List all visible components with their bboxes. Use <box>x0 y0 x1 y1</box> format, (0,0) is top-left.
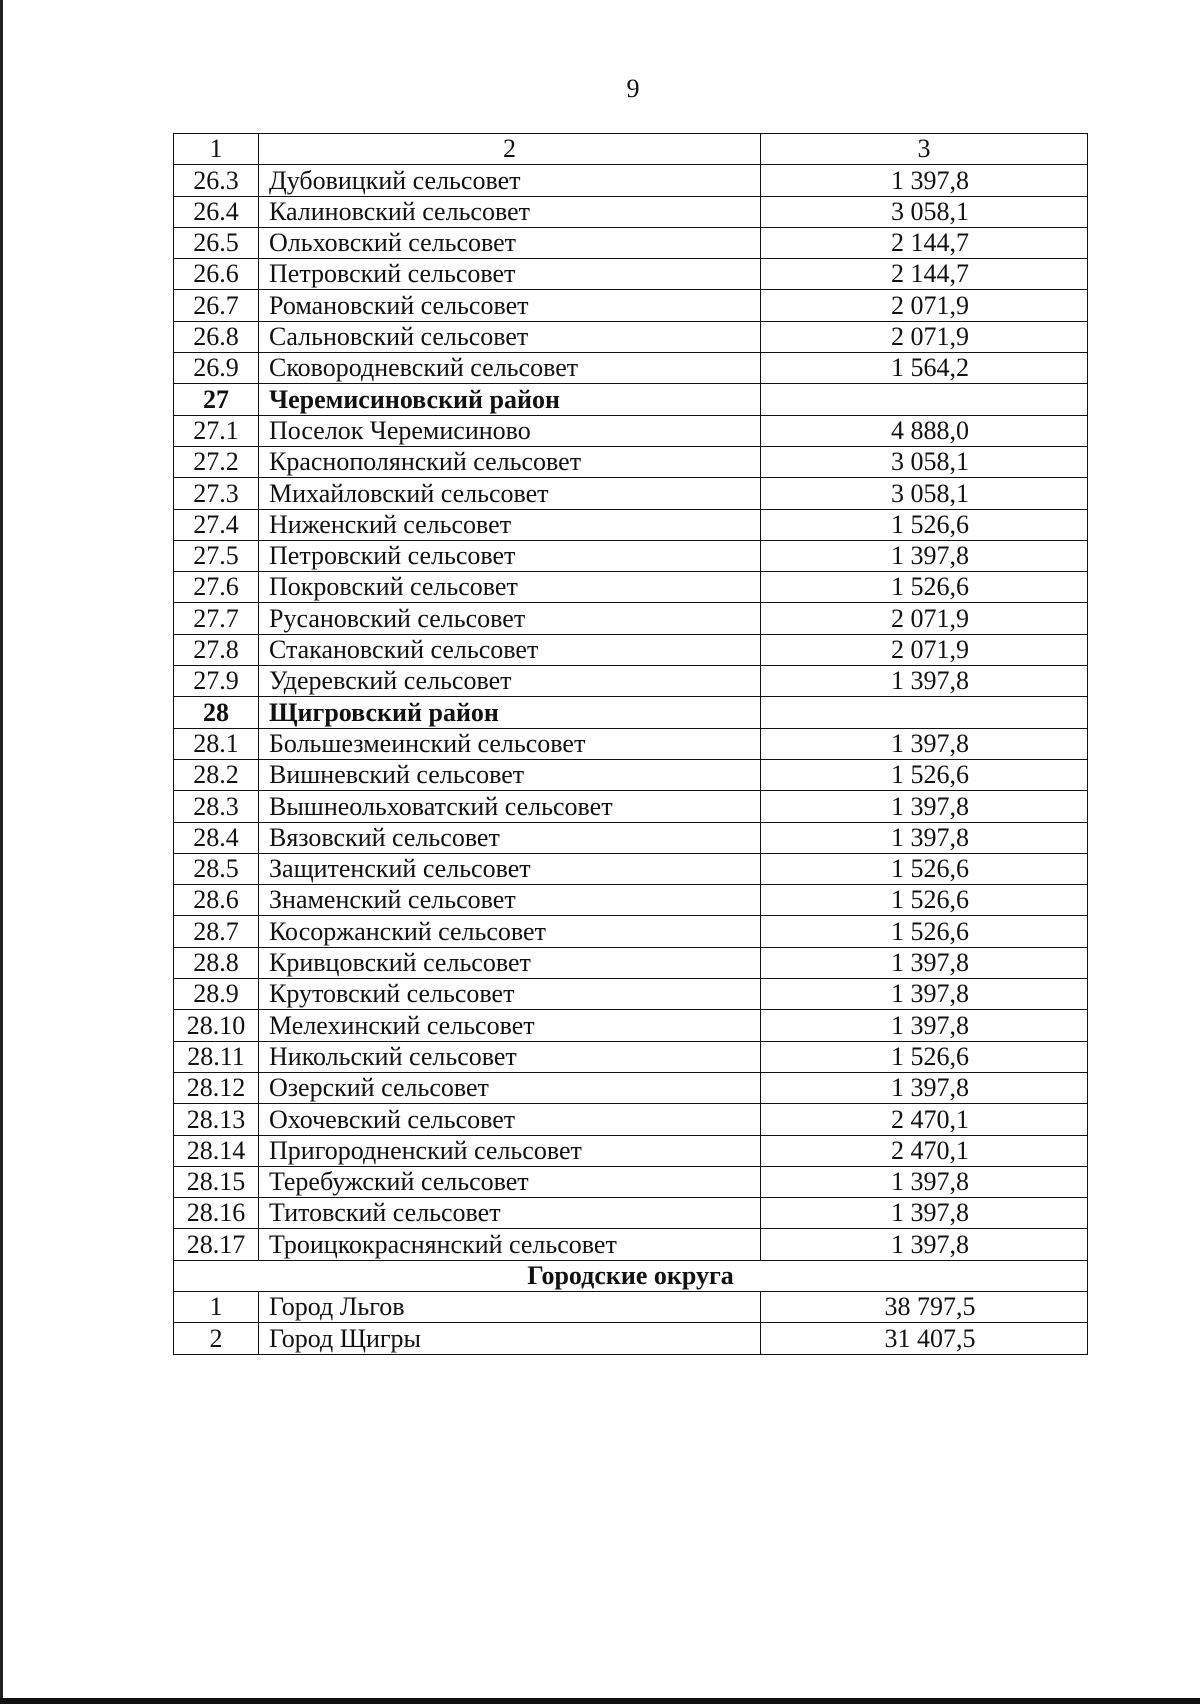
row-value: 1 397,8 <box>761 540 1088 571</box>
row-value: 2 071,9 <box>761 321 1088 352</box>
row-number: 28.6 <box>174 885 259 916</box>
row-name: Петровский сельсовет <box>259 540 761 571</box>
row-name: Крутовский сельсовет <box>259 979 761 1010</box>
row-name: Титовский сельсовет <box>259 1198 761 1229</box>
row-name: Щигровский район <box>259 697 761 728</box>
row-number: 28 <box>174 697 259 728</box>
row-name: Михайловский сельсовет <box>259 478 761 509</box>
row-name: Поселок Черемисиново <box>259 415 761 446</box>
section-title: Городские округа <box>174 1260 1088 1291</box>
row-number: 28.11 <box>174 1041 259 1072</box>
table-row <box>174 540 1088 571</box>
row-name: Никольский сельсовет <box>259 1041 761 1072</box>
row-number: 26.6 <box>174 259 259 290</box>
row-name: Троицкокраснянский сельсовет <box>259 1229 761 1260</box>
row-value: 2 144,7 <box>761 259 1088 290</box>
table-row <box>174 259 1088 290</box>
table-row <box>174 165 1088 196</box>
table-row <box>174 791 1088 822</box>
table-row <box>174 1229 1088 1260</box>
row-number: 28.10 <box>174 1010 259 1041</box>
row-name: Озерский сельсовет <box>259 1072 761 1103</box>
table-row <box>174 321 1088 352</box>
row-value: 3 058,1 <box>761 196 1088 227</box>
row-value: 1 564,2 <box>761 353 1088 384</box>
row-value: 1 397,8 <box>761 1072 1088 1103</box>
row-value: 1 526,6 <box>761 853 1088 884</box>
row-value: 1 397,8 <box>761 791 1088 822</box>
row-value: 2 470,1 <box>761 1104 1088 1135</box>
row-name: Кривцовский сельсовет <box>259 947 761 978</box>
table-row <box>174 916 1088 947</box>
row-value: 1 397,8 <box>761 1010 1088 1041</box>
scan-edge-bottom <box>0 1698 1200 1704</box>
row-name: Сковородневский сельсовет <box>259 353 761 384</box>
row-name: Город Щигры <box>259 1323 761 1354</box>
row-name: Город Льгов <box>259 1291 761 1322</box>
row-value: 3 058,1 <box>761 478 1088 509</box>
row-name: Мелехинский сельсовет <box>259 1010 761 1041</box>
row-name: Косоржанский сельсовет <box>259 916 761 947</box>
table-row <box>174 1135 1088 1166</box>
table-row <box>174 509 1088 540</box>
row-number: 28.9 <box>174 979 259 1010</box>
table-row <box>174 759 1088 790</box>
table-row <box>174 885 1088 916</box>
row-number: 28.7 <box>174 916 259 947</box>
row-name: Краснополянский сельсовет <box>259 446 761 477</box>
row-number: 27.8 <box>174 634 259 665</box>
row-number: 1 <box>174 1291 259 1322</box>
table-row <box>174 446 1088 477</box>
table-body <box>174 134 1088 1355</box>
row-value: 1 526,6 <box>761 509 1088 540</box>
row-number: 27.4 <box>174 509 259 540</box>
row-value: 1 397,8 <box>761 165 1088 196</box>
table-row <box>174 1323 1088 1354</box>
row-value: 2 144,7 <box>761 227 1088 258</box>
row-name: Теребужский сельсовет <box>259 1166 761 1197</box>
table-row <box>174 1166 1088 1197</box>
row-number: 26.3 <box>174 165 259 196</box>
table-row <box>174 1041 1088 1072</box>
row-value: 31 407,5 <box>761 1323 1088 1354</box>
row-number: 27 <box>174 384 259 415</box>
row-name: Петровский сельсовет <box>259 259 761 290</box>
row-number: 2 <box>174 1323 259 1354</box>
row-name: Покровский сельсовет <box>259 572 761 603</box>
row-number: 26.9 <box>174 353 259 384</box>
row-value: 2 071,9 <box>761 634 1088 665</box>
table-row <box>174 572 1088 603</box>
table-row <box>174 1291 1088 1322</box>
row-number: 27.6 <box>174 572 259 603</box>
row-number: 27.3 <box>174 478 259 509</box>
table-header-row <box>174 134 1088 165</box>
row-name: Сальновский сельсовет <box>259 321 761 352</box>
row-number: 28.14 <box>174 1135 259 1166</box>
row-number: 28.12 <box>174 1072 259 1103</box>
row-number: 26.7 <box>174 290 259 321</box>
row-value: 1 397,8 <box>761 1198 1088 1229</box>
table-row <box>174 1072 1088 1103</box>
row-value: 38 797,5 <box>761 1291 1088 1322</box>
table-row <box>174 728 1088 759</box>
row-value <box>761 384 1088 415</box>
row-value: 4 888,0 <box>761 415 1088 446</box>
row-number: 28.3 <box>174 791 259 822</box>
row-value: 3 058,1 <box>761 446 1088 477</box>
table-row <box>174 979 1088 1010</box>
row-value: 1 397,8 <box>761 979 1088 1010</box>
data-table <box>173 133 1088 1355</box>
row-number: 28.8 <box>174 947 259 978</box>
row-number: 28.13 <box>174 1104 259 1135</box>
row-value: 1 526,6 <box>761 572 1088 603</box>
row-name: Защитенский сельсовет <box>259 853 761 884</box>
table-row <box>174 1198 1088 1229</box>
row-number: 27.7 <box>174 603 259 634</box>
row-name: Черемисиновский район <box>259 384 761 415</box>
row-value: 1 526,6 <box>761 1041 1088 1072</box>
row-name: Вышнеольховатский сельсовет <box>259 791 761 822</box>
row-number: 26.8 <box>174 321 259 352</box>
table-row <box>174 822 1088 853</box>
table-row <box>174 353 1088 384</box>
row-value: 2 071,9 <box>761 290 1088 321</box>
row-name: Дубовицкий сельсовет <box>259 165 761 196</box>
row-value: 1 397,8 <box>761 822 1088 853</box>
row-value: 1 526,6 <box>761 916 1088 947</box>
row-number: 26.4 <box>174 196 259 227</box>
page-number: 9 <box>626 74 640 103</box>
table-row <box>174 415 1088 446</box>
row-number: 28.15 <box>174 1166 259 1197</box>
row-number: 28.1 <box>174 728 259 759</box>
header-col-3: 3 <box>761 134 1088 165</box>
table-row <box>174 634 1088 665</box>
row-name: Романовский сельсовет <box>259 290 761 321</box>
table-row <box>174 666 1088 697</box>
row-value <box>761 697 1088 728</box>
row-name: Ольховский сельсовет <box>259 227 761 258</box>
row-name: Удеревский сельсовет <box>259 666 761 697</box>
row-value: 1 397,8 <box>761 666 1088 697</box>
row-name: Пригородненский сельсовет <box>259 1135 761 1166</box>
table-row <box>174 290 1088 321</box>
row-number: 27.5 <box>174 540 259 571</box>
row-number: 27.9 <box>174 666 259 697</box>
row-value: 2 071,9 <box>761 603 1088 634</box>
row-value: 2 470,1 <box>761 1135 1088 1166</box>
row-name: Ниженский сельсовет <box>259 509 761 540</box>
row-number: 26.5 <box>174 227 259 258</box>
row-number: 27.1 <box>174 415 259 446</box>
table-row <box>174 196 1088 227</box>
row-number: 28.5 <box>174 853 259 884</box>
table-row <box>174 1104 1088 1135</box>
table-row <box>174 947 1088 978</box>
row-name: Русановский сельсовет <box>259 603 761 634</box>
row-value: 1 397,8 <box>761 947 1088 978</box>
row-name: Большезмеинский сельсовет <box>259 728 761 759</box>
district-row <box>174 384 1088 415</box>
scan-edge-left <box>0 0 3 1704</box>
row-name: Охочевский сельсовет <box>259 1104 761 1135</box>
row-number: 28.17 <box>174 1229 259 1260</box>
row-value: 1 526,6 <box>761 885 1088 916</box>
table-row <box>174 853 1088 884</box>
table-row <box>174 478 1088 509</box>
district-row <box>174 697 1088 728</box>
row-number: 27.2 <box>174 446 259 477</box>
row-value: 1 397,8 <box>761 728 1088 759</box>
row-number: 28.16 <box>174 1198 259 1229</box>
header-col-1: 1 <box>174 134 259 165</box>
row-number: 28.4 <box>174 822 259 853</box>
row-number: 28.2 <box>174 759 259 790</box>
header-col-2: 2 <box>259 134 761 165</box>
table-row <box>174 1010 1088 1041</box>
row-name: Калиновский сельсовет <box>259 196 761 227</box>
row-value: 1 397,8 <box>761 1166 1088 1197</box>
row-name: Вязовский сельсовет <box>259 822 761 853</box>
row-name: Знаменский сельсовет <box>259 885 761 916</box>
row-value: 1 526,6 <box>761 759 1088 790</box>
table-row <box>174 227 1088 258</box>
row-name: Стакановский сельсовет <box>259 634 761 665</box>
row-value: 1 397,8 <box>761 1229 1088 1260</box>
table-row <box>174 603 1088 634</box>
row-name: Вишневский сельсовет <box>259 759 761 790</box>
section-row <box>174 1260 1088 1291</box>
